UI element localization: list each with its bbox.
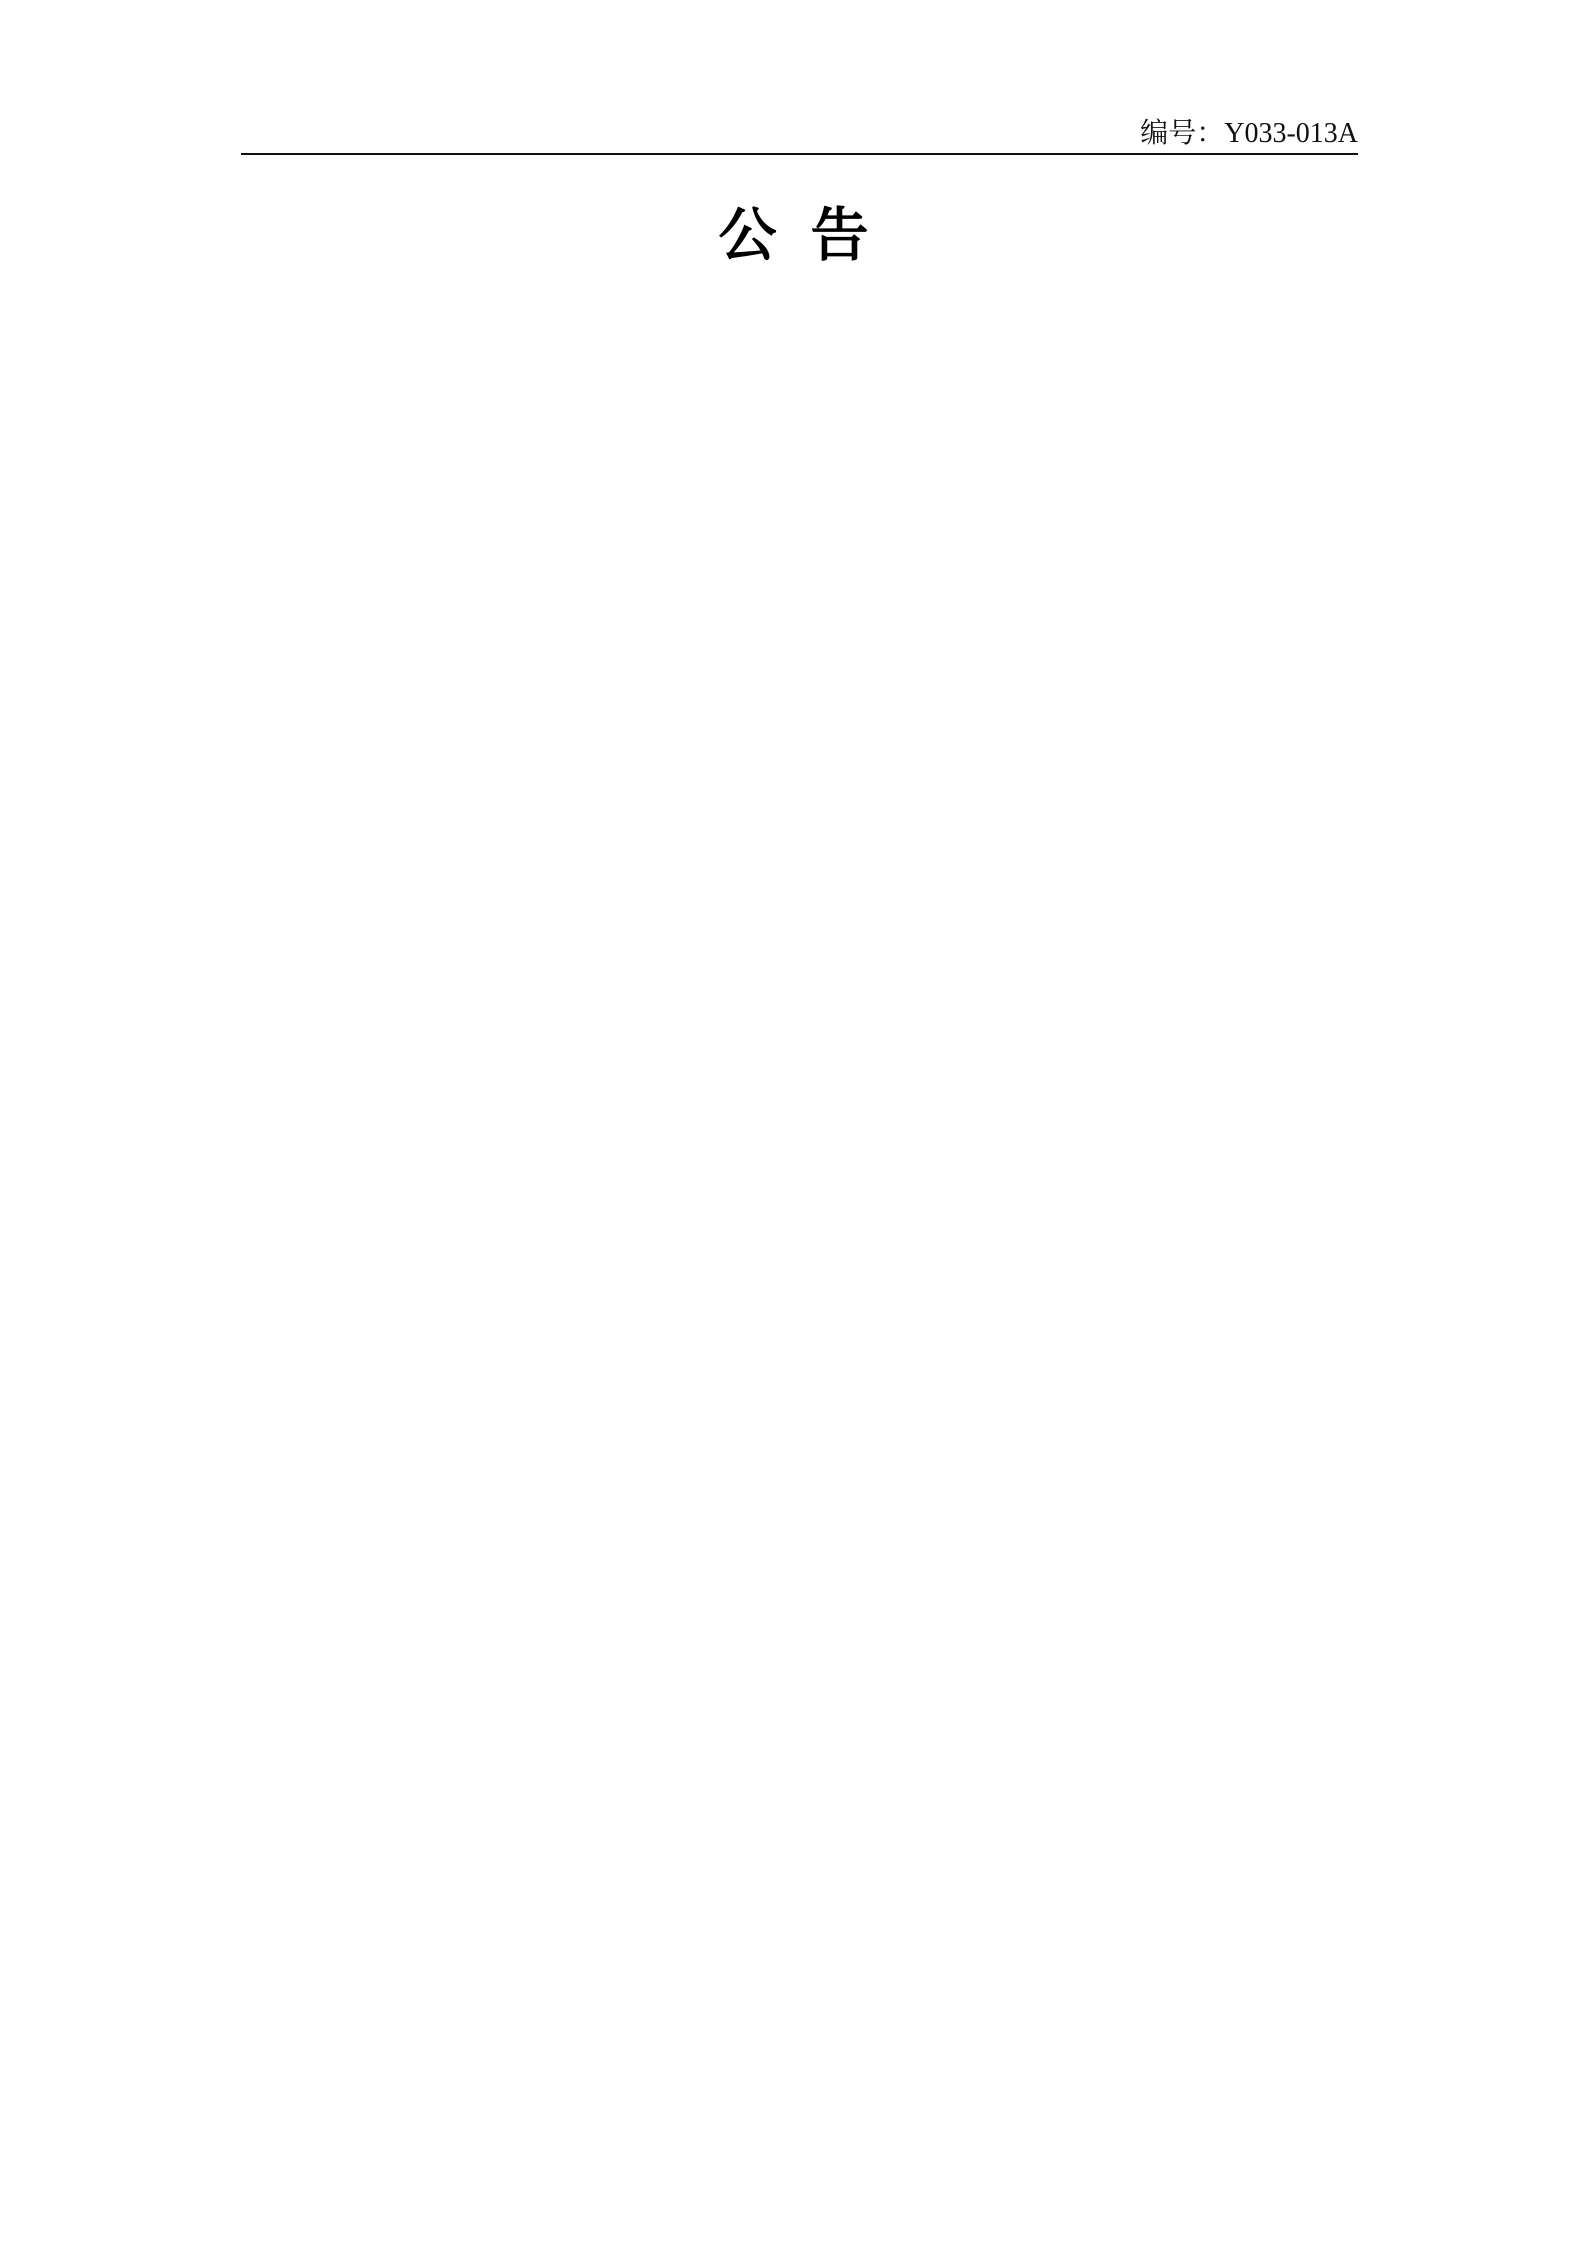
document-number: 编号：Y033-013A [1140, 118, 1358, 149]
header-divider [241, 153, 1358, 155]
document-title: 公告 [718, 201, 903, 269]
